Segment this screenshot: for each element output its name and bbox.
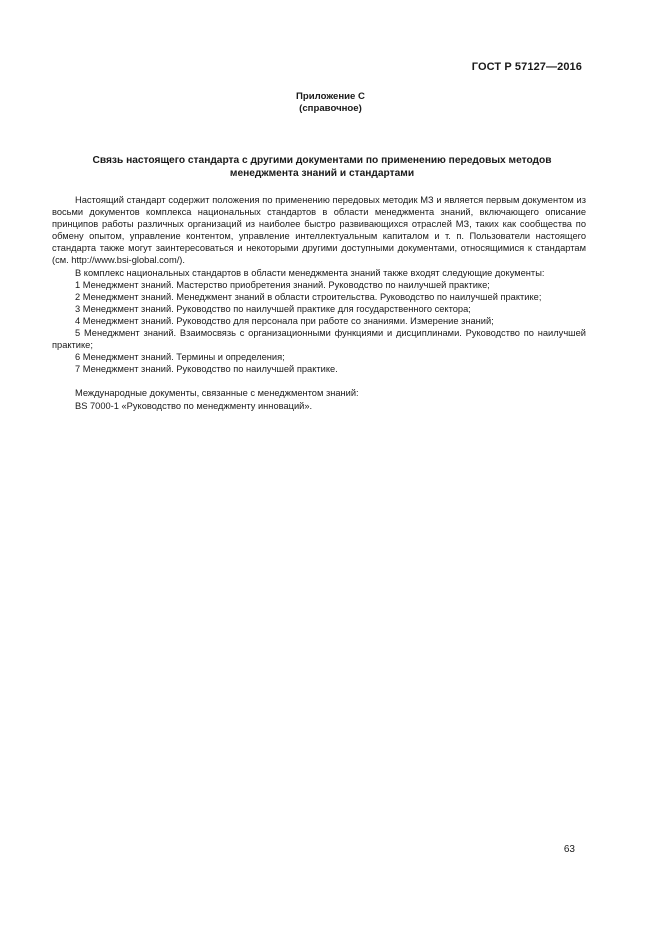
paragraph-spacer: [52, 375, 586, 387]
intro-paragraph: Настоящий стандарт содержит положения по применению передовых методик МЗ и является первым документом из восьми документов комплекса национальных стандартов в области менеджмента знаний, включающего описание принципов работы различных организаций из наиболее быстро развивающихся отраслей МЗ, таких как сообщества по обмену опытом, управление контентом, управление интеллектуальным капиталом и т. п. Пользователи настоящего стандарта также могут заинтересоваться и некоторыми другими доступными документами, относящимися к стандартам (см. http://www.bsi-global.com/).: [52, 195, 586, 266]
document-body: [52, 194, 586, 412]
list-item-2: 2 Менеджмент знаний. Менеджмент знаний в области строительства. Руководство по наилучшей практике;: [75, 291, 542, 302]
annex-header: [0, 91, 661, 115]
section-heading: [60, 154, 584, 180]
list-item-7: 7 Менеджмент знаний. Руководство по наилучшей практике.: [75, 364, 338, 375]
complex-intro-paragraph: В комплекс национальных стандартов в области менеджмента знаний также входят следующие документы:: [75, 267, 545, 278]
section-heading-line-2: менеджмента знаний и стандартами: [229, 168, 415, 179]
international-docs-intro: Международные документы, связанные с менеджментом знаний:: [75, 388, 359, 399]
list-item-4: 4 Менеджмент знаний. Руководство для персонала при работе со знаниями. Измерение знаний;: [75, 315, 494, 326]
list-item-6: 6 Менеджмент знаний. Термины и определения;: [75, 352, 285, 363]
list-item-1: 1 Менеджмент знаний. Мастерство приобретения знаний. Руководство по наилучшей практике;: [75, 279, 490, 290]
page-number: 63: [563, 844, 575, 855]
document-code: ГОСТ Р 57127—2016: [471, 61, 582, 73]
international-doc-item-1: BS 7000-1 «Руководство по менеджменту инноваций».: [75, 400, 313, 411]
annex-title: Приложение С: [296, 91, 365, 102]
list-item-5: 5 Менеджмент знаний. Взаимосвязь с организационными функциями и дисциплинами. Руководство по наилучшей практике;: [52, 328, 586, 351]
list-item-3: 3 Менеджмент знаний. Руководство по наилучшей практике для государственного сектора;: [75, 303, 471, 314]
annex-subtitle: (справочное): [299, 103, 362, 114]
section-heading-line-1: Связь настоящего стандарта с другими документами по применению передовых методов: [92, 155, 552, 166]
